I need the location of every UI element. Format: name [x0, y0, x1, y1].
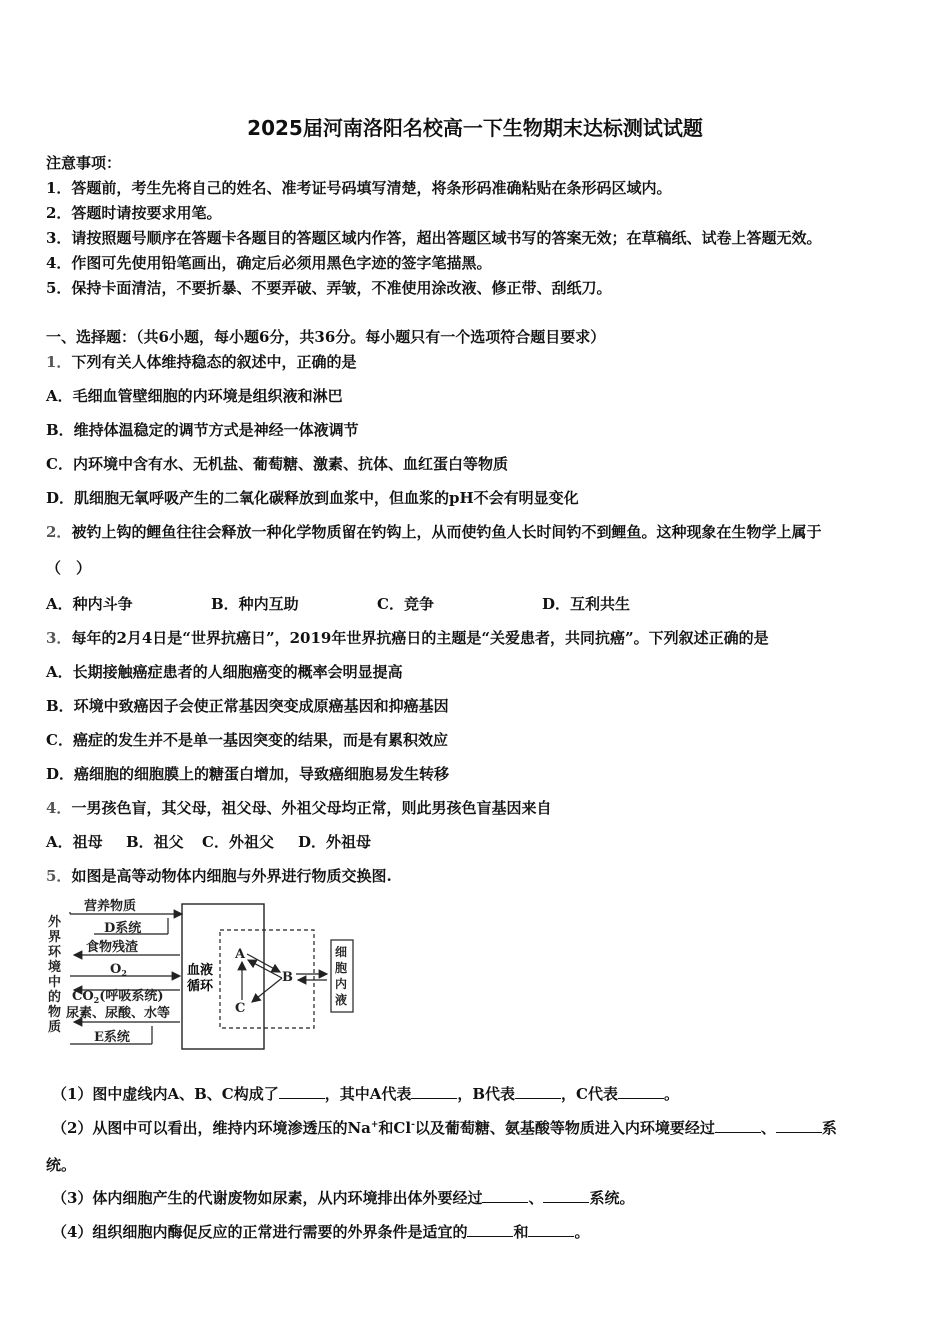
- question-2: [46, 521, 821, 542]
- answer-paren: （ ）: [46, 559, 92, 577]
- question-number: 2．: [46, 523, 72, 541]
- node-c: C: [235, 1001, 246, 1016]
- d-system-label: D系统: [104, 921, 142, 936]
- side-label-char: 界: [48, 930, 62, 945]
- sub-text: 和Cl: [378, 1119, 412, 1137]
- q4-option-d: D．外祖母: [298, 833, 372, 851]
- q4-option-b: B．祖父: [126, 833, 184, 851]
- question-3: [46, 627, 769, 648]
- answer-blank[interactable]: [467, 1224, 513, 1237]
- question-stem: 每年的2月4日是“世界抗癌日”，2019年世界抗癌日的主题是“关爱患者，共同抗癌”。下列叙述正确的是: [71, 629, 769, 647]
- node-b: B: [282, 970, 293, 985]
- q1-option-b: B．维持体温稳定的调节方式是神经一体液调节: [46, 421, 359, 439]
- sub-text: （1）图中虚线内A、B、C构成了: [52, 1085, 279, 1103]
- question-number: 3．: [46, 629, 72, 647]
- side-label-char: 的: [48, 990, 62, 1005]
- q5-sub-3: [52, 1187, 634, 1208]
- question-number: 5．: [46, 867, 72, 885]
- question-4: [46, 797, 551, 818]
- notice-item: 3．请按照题号顺序在答题卡各题目的答题区域内作答，超出答题区域书写的答案无效；在草稿纸、试卷上答题无效。: [46, 229, 822, 247]
- q2-option-d: D．互利共生: [542, 595, 631, 613]
- question-number: 1．: [46, 353, 72, 371]
- sub-text: （3）体内细胞产生的代谢废物如尿素，从内环境排出体外要经过: [52, 1189, 483, 1207]
- sub-text: 以及葡萄糖、氨基酸等物质进入内环境要经过: [414, 1119, 715, 1137]
- blood-label: 循环: [187, 979, 214, 994]
- notice-item: 1．答题前，考生先将自己的姓名、准考证号码填写清楚，将条形码准确粘贴在条形码区域内。: [46, 179, 672, 197]
- question-1: [46, 351, 356, 372]
- answer-blank[interactable]: [515, 1086, 561, 1099]
- question-stem: 下列有关人体维持稳态的叙述中，正确的是: [71, 353, 357, 371]
- answer-blank[interactable]: [543, 1190, 589, 1203]
- question-stem: 一男孩色盲，其父母，祖父母、外祖父母均正常，则此男孩色盲基因来自: [71, 799, 552, 817]
- side-label-char: 中: [48, 975, 62, 990]
- q5-sub-1: [52, 1083, 679, 1104]
- notice-item: 4．作图可先使用铅笔画出，确定后必须用黑色字迹的签字笔描黑。: [46, 254, 492, 272]
- sub-text: ，C代表: [561, 1085, 618, 1103]
- answer-blank[interactable]: [776, 1120, 822, 1133]
- sub-text: 、: [760, 1119, 776, 1137]
- question-stem: 如图是高等动物体内细胞与外界进行物质交换图.: [71, 867, 392, 885]
- blood-label: 血液: [187, 963, 214, 978]
- q2-option-c: C．竞争: [377, 595, 434, 613]
- sub-text: 系统。: [589, 1189, 635, 1207]
- waste-label: 尿素、尿酸、水等: [66, 1006, 171, 1021]
- sub-text: ，B代表: [457, 1085, 516, 1103]
- side-label-char: 物: [48, 1005, 62, 1020]
- q2-option-a: A．种内斗争: [46, 595, 133, 613]
- q1-option-c: C．内环境中含有水、无机盐、葡萄糖、激素、抗体、血红蛋白等物质: [46, 455, 508, 473]
- q4-option-c: C．外祖父: [202, 833, 274, 851]
- sub-text: （4）组织细胞内酶促反应的正常进行需要的外界条件是适宜的: [52, 1223, 468, 1241]
- q1-option-d: D．肌细胞无氧呼吸产生的二氧化碳释放到血浆中，但血浆的pH不会有明显变化: [46, 489, 579, 507]
- nutrients-label: 营养物质: [84, 899, 137, 914]
- food-residue-label: 食物残渣: [86, 940, 139, 955]
- q4-option-a: A．祖母: [46, 833, 103, 851]
- q3-option-c: C．癌症的发生并不是单一基因突变的结果，而是有累积效应: [46, 731, 448, 749]
- q4-options: [46, 831, 371, 852]
- answer-blank[interactable]: [618, 1086, 664, 1099]
- cell-fluid-char: 胞: [335, 961, 348, 975]
- notice-item: 5．保持卡面清洁，不要折暴、不要弄破、弄皱，不准使用涂改液、修正带、刮纸刀。: [46, 279, 612, 297]
- node-a: A: [235, 947, 246, 962]
- question-stem: 被钓上钩的鲤鱼往往会释放一种化学物质留在钓钩上，从而使钓鱼人长时间钓不到鲤鱼。这种现象在生物学上属于: [71, 523, 822, 541]
- q5-sub-4: [52, 1221, 589, 1242]
- side-label-char: 外: [48, 915, 62, 930]
- q3-option-d: D．癌细胞的细胞膜上的糖蛋白增加，导致癌细胞易发生转移: [46, 765, 450, 783]
- side-label-char: 环: [48, 945, 62, 960]
- q2-options: [46, 593, 630, 614]
- sub-text: 系: [821, 1119, 837, 1137]
- answer-blank[interactable]: [528, 1224, 574, 1237]
- q3-option-a: A．长期接触癌症患者的人细胞癌变的概率会明显提高: [46, 663, 403, 681]
- o2-label: $O_2$: [110, 962, 127, 978]
- notice-heading: 注意事项：: [46, 154, 122, 172]
- superscript: +: [370, 1120, 379, 1130]
- sub-text: （2）从图中可以看出，维持内环境渗透压的Na: [52, 1119, 371, 1137]
- sub-text: 。: [663, 1085, 679, 1103]
- answer-blank[interactable]: [715, 1120, 761, 1133]
- side-label-char: 境: [48, 960, 62, 975]
- sub-text: ，其中A代表: [324, 1085, 412, 1103]
- q5-sub-2-continued: 统。: [46, 1156, 77, 1174]
- notice-item: 2．答题时请按要求用笔。: [46, 204, 222, 222]
- answer-blank[interactable]: [411, 1086, 457, 1099]
- cell-fluid-char: 内: [335, 977, 348, 991]
- cell-fluid-char: 液: [335, 993, 348, 1007]
- q5-sub-2: [52, 1117, 837, 1138]
- question-number: 4．: [46, 799, 72, 817]
- co2-label: $CO_2$(呼吸系统): [72, 989, 164, 1005]
- e-system-label: E系统: [94, 1030, 130, 1045]
- sub-text: 、: [528, 1189, 544, 1207]
- q2-option-b: B．种内互助: [211, 595, 299, 613]
- page-title: 2025届河南洛阳名校高一下生物期末达标测试试题: [247, 116, 703, 140]
- cell-fluid-char: 细: [335, 945, 348, 959]
- q3-option-b: B．环境中致癌因子会使正常基因突变成原癌基因和抑癌基因: [46, 697, 449, 715]
- answer-blank[interactable]: [279, 1086, 325, 1099]
- exchange-diagram: [44, 894, 364, 1054]
- q1-option-a: A．毛细血管壁细胞的内环境是组织液和淋巴: [46, 387, 343, 405]
- question-5: [46, 865, 392, 886]
- sub-text: 。: [574, 1223, 590, 1241]
- superscript: -: [411, 1120, 415, 1130]
- sub-text: 和: [513, 1223, 529, 1241]
- answer-blank[interactable]: [482, 1190, 528, 1203]
- side-label-char: 质: [48, 1020, 62, 1035]
- section-heading: 一、选择题：（共6小题，每小题6分，共36分。每小题只有一个选项符合题目要求）: [46, 328, 606, 346]
